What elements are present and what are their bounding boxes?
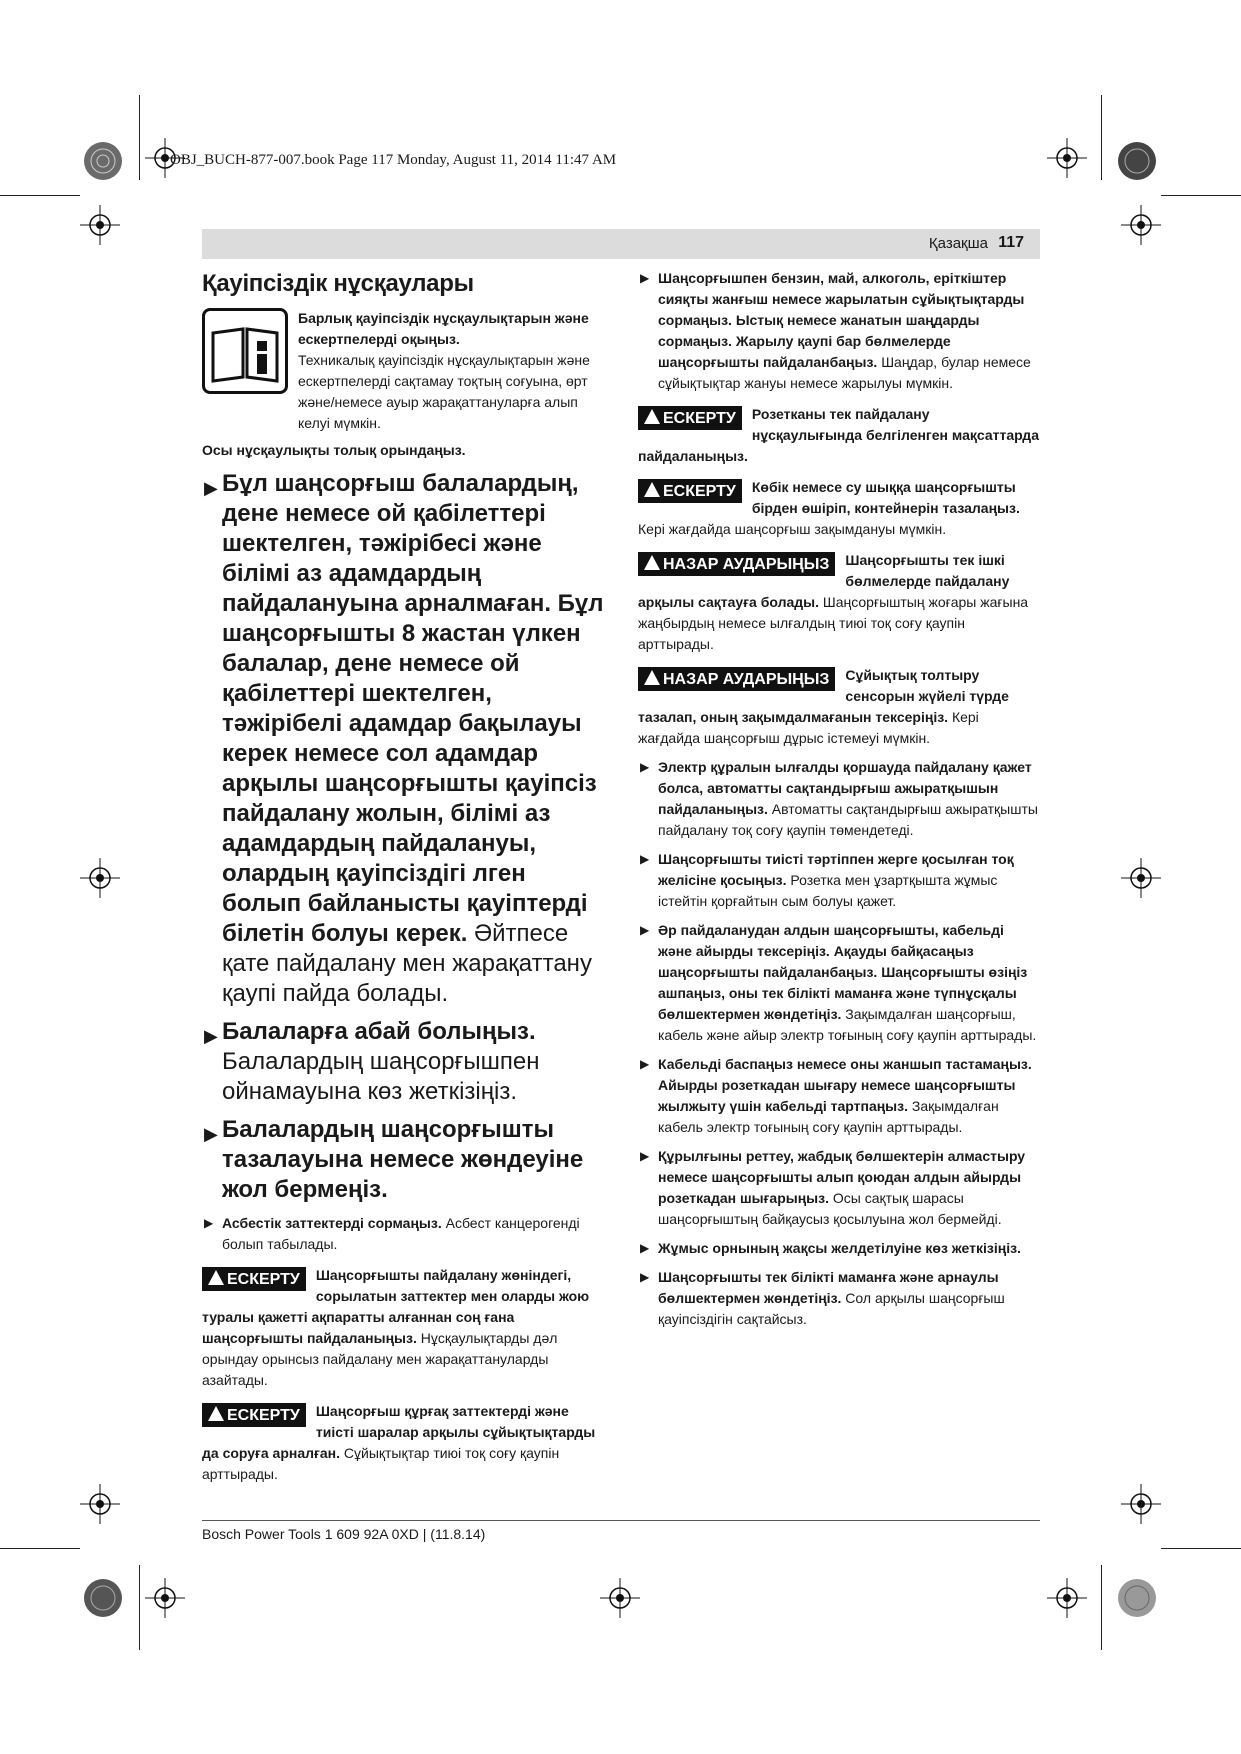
list-item: ▶ Шаңсорғышты тиісті тәртіппен жерге қосылған тоқ желісіне қосыңыз. Розетка мен ұзартқышта жұмыс істейтін қорғайтын сым болуы қажет. [640,851,1014,909]
warning-block: НАЗАР АУДАРЫҢЫЗ Сұйықтық толтыру сенсорын жүйелі түрде тазалап, оның зақымдалмағанын тексеріңіз. Кері жағдайда шаңсорғыш дұрыс істемеуі мүмкін. [638,667,1009,746]
list-item: ▶ Шаңсорғышты тек білікті маманға және арнаулы бөлшектермен жөндетіңіз. Сол арқылы шаңсорғыш қауіпсіздігін сақтайсыз. [640,1269,1005,1327]
intro-text: Техникалық қауіпсіздік нұсқаулықтарын және ескертпелерді сақтамау тоқтың соғуына, өрт және/немесе ауыр жарақаттануларға алып келуі мүмкін. [298,352,590,431]
crop-mark [139,95,140,180]
color-wheel-icon [1117,1578,1157,1618]
list-item: ▶ Жұмыс орнының жақсы желдетілуіне көз жеткізіңіз. [640,1240,1021,1256]
registration-mark-icon [80,858,120,898]
warning-block: ЕСКЕРТУ Шаңсорғышты пайдалану жөніндегі, сорылатын заттектер мен оларды жою туралы қажетті ақпаратты алғаннан соң ғана шаңсорғышты пайдаланыңыз. Нұсқаулықтарды дәл орындау орынсыз пайдалану мен жарақаттануларды азайтады. [202,1267,590,1388]
list-item: ▶ Балалардың шаңсорғышты тазалауына немесе жөндеуіне жол бермеңіз. [204,1116,584,1203]
list-item: ▶ Құрылғыны реттеу, жабдық бөлшектерін алмастыру немесе шаңсорғышты алып қоюдан алдын айырды розеткадан шығарыңыз. Осы сақтық шарасы шаңсорғыштың байқаусыз қосылуына жол бермейді. [640,1148,1026,1227]
intro-block [202,308,604,434]
intro-bold: Барлық қауіпсіздік нұсқаулықтарын және ескертпелерді оқыңыз. [298,310,589,347]
crop-mark [1161,1548,1241,1549]
list-item: ▶ Балаларға абай болыңыз. Балалардың шаңсорғышпен ойнамауына көз жеткізіңіз. [204,1018,540,1105]
list-item: ▶ Кабельді баспаңыз немесе оны жаншып тастамаңыз. Айырды розеткадан шығару немесе шаңсорғышты жылжыту үшін кабельді тартпаңыз. Зақымдалған кабель электр тоғының соғу қаупін арттырады. [640,1056,1032,1135]
read-manual-icon [202,308,288,394]
right-column [638,266,1040,1330]
keep-note: Осы нұсқаулықты толық орындаңыз. [202,442,466,458]
crop-mark [0,1548,80,1549]
crop-mark [1161,195,1241,196]
color-wheel-icon [83,1578,123,1618]
footer-rule [202,1520,1040,1521]
crop-mark [1101,95,1102,180]
registration-mark-icon [1047,1578,1087,1618]
warning-block: НАЗАР АУДАРЫҢЫЗ Шаңсорғышты тек ішкі бөлмелерде пайдалану арқылы сақтауға болады. Шаңсорғыштың жоғары жағына жаңбырдың немесе ылғалдың тиюі тоқ соғу қаупін арттырады. [638,552,1029,652]
color-wheel-icon [83,141,123,181]
notice-badge: НАЗАР АУДАРЫҢЫЗ [638,552,835,576]
registration-mark-icon [1121,205,1161,245]
warning-triangle-icon [644,670,660,685]
warning-block: ЕСКЕРТУ Розетканы тек пайдалану нұсқаулығында белгіленген мақсаттарда пайдаланыңыз. [638,406,1039,464]
running-header [202,229,1040,259]
warning-triangle-icon [644,482,660,497]
language-label: Қазақша [928,235,988,252]
print-header: OBJ_BUCH-877-007.book Page 117 Monday, August 11, 2014 11:47 AM [170,152,617,168]
warning-badge: ЕСКЕРТУ [638,479,742,503]
list-item: ▶ Электр құралын ылғалды қоршауда пайдалану қажет болса, автоматты сақтандырғыш ажыратқышын пайдаланыңыз. Автоматты сақтандырғыш ажыратқышты пайдалану тоқ соғу қаупін төмендетеді. [640,759,1038,838]
warning-triangle-icon [208,1270,224,1285]
warning-block: ЕСКЕРТУ Көбік немесе су шыққа шаңсорғышты бірден өшіріп, контейнерін тазалаңыз. Кері жағдайда шаңсорғыш зақымдануы мүмкін. [638,479,1020,537]
warning-triangle-icon [644,409,660,424]
list-item: ▶ Асбестік заттектерді сормаңыз. Асбест канцерогенді болып табылады. [204,1215,580,1252]
crop-mark [1101,1565,1102,1650]
page-footer: Bosch Power Tools 1 609 92A 0XD | (11.8.14) [202,1526,486,1542]
registration-mark-icon [1047,138,1087,178]
registration-mark-icon [80,1484,120,1524]
warning-badge: ЕСКЕРТУ [202,1267,306,1291]
left-column [202,266,604,1485]
registration-mark-icon [1121,1484,1161,1524]
notice-badge: НАЗАР АУДАРЫҢЫЗ [638,667,835,691]
color-wheel-icon [1117,141,1157,181]
registration-mark-icon [80,205,120,245]
page-title: Қауіпсіздік нұсқаулары [202,270,474,297]
list-item: ▶ Бұл шаңсорғыш балалардың, дене немесе ой қабілеттері шектелген, тәжірібесі және білімі аз адамдардың пайдалануына арналмаған. Бұл шаңсорғышты 8 жастан үлкен балалар, дене немесе ой қабілеттері шектелген, тәжірібелі адамдар бақылауы керек немесе сол адамдар арқылы шаңсорғышты қауіпсіз пайдалану жолын, білімі аз адамдардың пайдалануы, олардың қауіпсіздігі лген болып байланысты қауіптерді білетін болуы керек. Әйтпесе қате пайдалану мен жарақаттану қаупі пайда болады. [204,470,604,1007]
list-item: ▶ Шаңсорғышпен бензин, май, алкоголь, еріткіштер сияқты жанғыш немесе жарылатын сұйықтықтарды сормаңыз. Ыстық немесе жанатын шаңдарды сормаңыз. Жарылу қаупі бар бөлмелерде шаңсорғышты пайдаланбаңыз. Шаңдар, булар немесе сұйықтықтар жануы немесе жарылуы мүмкін. [640,270,1031,391]
warning-triangle-icon [644,555,660,570]
crop-mark [139,1565,140,1650]
warning-badge: ЕСКЕРТУ [638,406,742,430]
registration-mark-icon [600,1578,640,1618]
list-item: ▶ Әр пайдаланудан алдын шаңсорғышты, кабельді және айырды тексеріңіз. Ақауды байқасаңыз шаңсорғышты пайдаланбаңыз. Шаңсорғышты өзіңіз ашпаңыз, оны тек білікті маманға және түпнұсқалы бөлшектермен жөндетіңіз. Зақымдалған шаңсорғыш, кабель және айыр электр тоғының соғу қаупін арттырады. [640,922,1037,1043]
crop-mark [0,195,80,196]
page-number: 117 [998,234,1024,251]
warning-triangle-icon [208,1406,224,1421]
warning-block: ЕСКЕРТУ Шаңсорғыш құрғақ заттектерді және тиісті шаралар арқылы сұйықтықтарды да соруға арналған. Сұйықтықтар тиюі тоқ соғу қаупін арттырады. [202,1403,596,1482]
registration-mark-icon [145,1578,185,1618]
warning-badge: ЕСКЕРТУ [202,1403,306,1427]
registration-mark-icon [1121,858,1161,898]
